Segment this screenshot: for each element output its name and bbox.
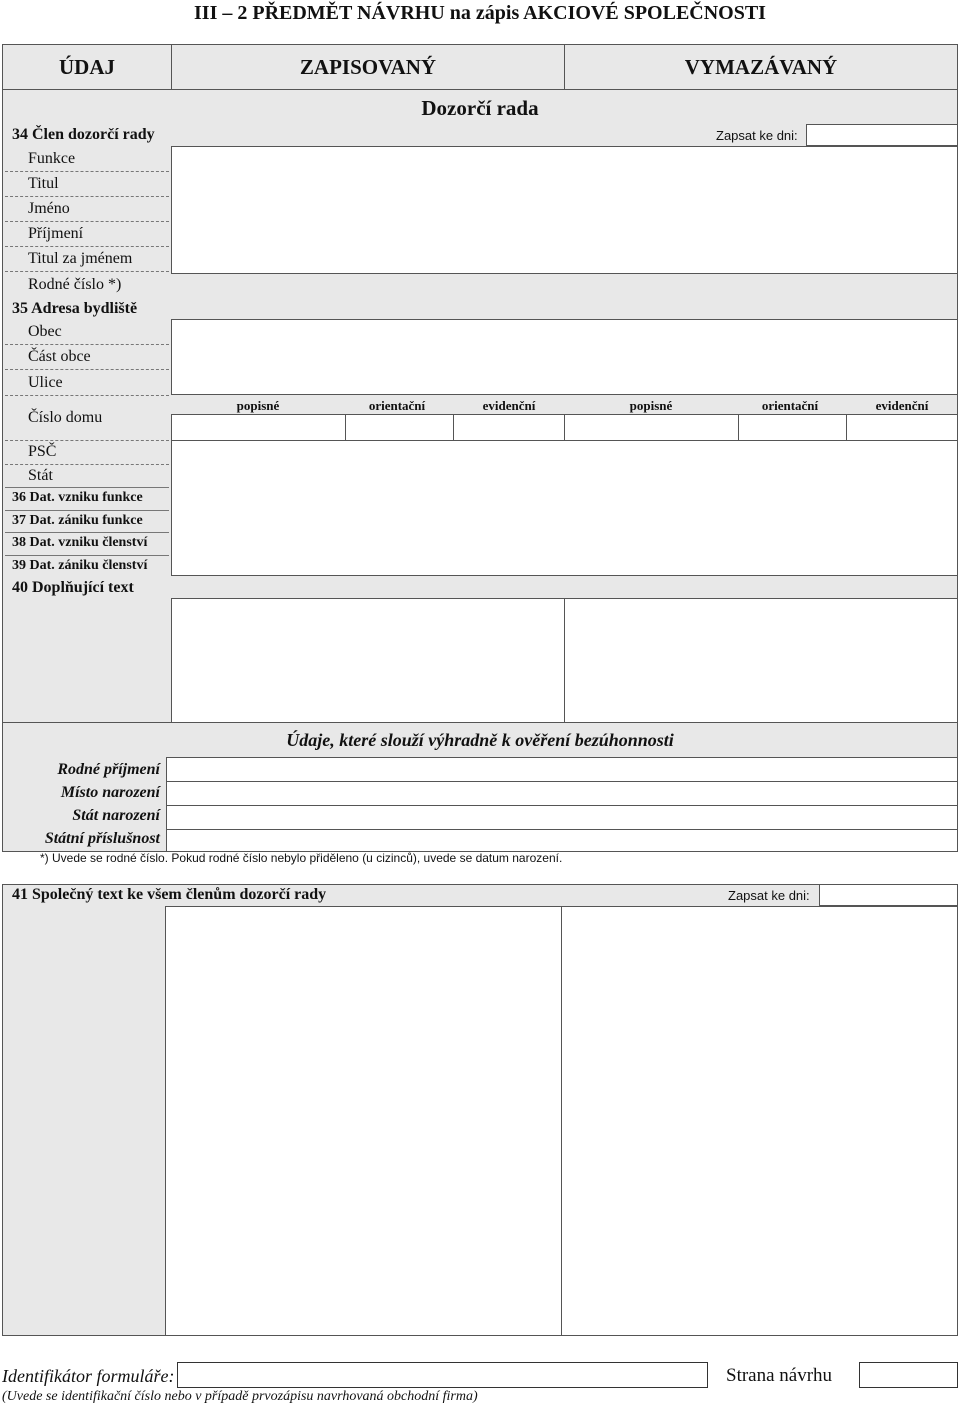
field-funkce: Funkce <box>28 150 76 167</box>
house-evidencni-input[interactable] <box>453 414 565 441</box>
divider <box>5 487 169 488</box>
field-dat-zaniku-clenstvi: 39 Dat. zániku členství <box>12 558 148 573</box>
common-text-input[interactable] <box>165 906 562 1336</box>
field-ulice: Ulice <box>28 374 63 391</box>
house-evidencni-input-2[interactable] <box>846 414 958 441</box>
page-number-input[interactable] <box>859 1362 958 1388</box>
divider <box>5 344 169 345</box>
identifier-label: Identifikátor formuláře: <box>2 1366 175 1386</box>
psc-dates-input[interactable] <box>171 440 958 576</box>
subheader-orientacni: orientační <box>368 398 426 413</box>
subheader-orientacni-2: orientační <box>761 398 819 413</box>
identifier-input[interactable] <box>177 1362 708 1388</box>
divider <box>5 510 169 511</box>
zapsat-ke-dni-label: Zapsat ke dni: <box>716 128 798 143</box>
field-statni-prislusnost: Státní příslušnost <box>44 830 160 847</box>
extra-text-heading: 40 Doplňující text <box>12 579 134 596</box>
column-zapisovany: ZAPISOVANÝ <box>171 44 565 90</box>
address-fields-input[interactable] <box>171 319 958 395</box>
section-title: Dozorčí rada <box>421 95 539 120</box>
house-orientacni-input-2[interactable] <box>738 414 847 441</box>
house-popisne-input[interactable] <box>171 414 346 441</box>
divider <box>5 221 169 222</box>
zapsat-ke-dni-label-2: Zapsat ke dni: <box>728 888 810 903</box>
field-rodne-prijmeni: Rodné příjmení <box>57 761 160 778</box>
field-cislo-domu: Číslo domu <box>28 409 103 426</box>
member-fields-input[interactable] <box>171 146 958 274</box>
divider <box>5 395 169 396</box>
divider <box>5 532 169 533</box>
zapsat-ke-dni-input-2[interactable] <box>819 884 958 906</box>
common-text-heading: 41 Společný text ke všem členům dozorčí rady <box>12 886 327 903</box>
extra-text-input[interactable] <box>171 598 565 723</box>
field-titul-za-jmenem: Titul za jménem <box>28 250 133 267</box>
divider <box>5 369 169 370</box>
column-udaj: ÚDAJ <box>2 44 172 90</box>
field-rodne-cislo: Rodné číslo *) <box>28 276 122 293</box>
field-dat-zaniku-funkce: 37 Dat. zániku funkce <box>12 513 143 528</box>
subheader-popisne: popisné <box>236 398 280 413</box>
footnote: *) Uvede se rodné číslo. Pokud rodné číslo nebylo přiděleno (u cizinců), uvede se datum narození. <box>40 851 563 865</box>
divider <box>5 271 169 272</box>
zapsat-ke-dni-input[interactable] <box>806 124 958 146</box>
integrity-heading: Údaje, které slouží výhradně k ověření bezúhonnosti <box>286 730 674 750</box>
divider <box>5 246 169 247</box>
field-misto-narozeni: Místo narození <box>60 784 160 801</box>
divider <box>5 196 169 197</box>
common-text-input-2[interactable] <box>561 906 958 1336</box>
member-heading: 34 Člen dozorčí rady <box>12 126 155 143</box>
divider <box>5 464 169 465</box>
field-jmeno: Jméno <box>28 200 70 217</box>
field-stat-narozeni: Stát narození <box>72 807 160 824</box>
subheader-evidencni: evidenční <box>482 398 536 413</box>
identifier-note: (Uvede se identifikační číslo nebo v případě prvozápisu navrhovaná obchodní firma) <box>2 1389 478 1404</box>
subheader-popisne-2: popisné <box>629 398 673 413</box>
divider <box>5 555 169 556</box>
extra-text-input-2[interactable] <box>564 598 958 723</box>
field-dat-vzniku-funkce: 36 Dat. vzniku funkce <box>12 490 143 505</box>
statni-prislusnost-input[interactable] <box>166 829 958 852</box>
house-popisne-input-2[interactable] <box>564 414 739 441</box>
field-obec: Obec <box>28 323 62 340</box>
field-cast-obce: Část obce <box>28 348 91 365</box>
field-prijmeni: Příjmení <box>28 225 84 242</box>
rodne-prijmeni-input[interactable] <box>166 757 958 782</box>
column-vymazavany: VYMAZÁVANÝ <box>564 44 958 90</box>
field-titul: Titul <box>28 175 59 192</box>
field-dat-vzniku-clenstvi: 38 Dat. vzniku členství <box>12 535 148 550</box>
divider <box>5 440 169 441</box>
address-heading: 35 Adresa bydliště <box>12 300 138 317</box>
form-title: III – 2 PŘEDMĚT NÁVRHU na zápis AKCIOVÉ SPOLEČNOSTI <box>194 2 766 24</box>
misto-narozeni-input[interactable] <box>166 781 958 806</box>
divider <box>5 171 169 172</box>
subheader-evidencni-2: evidenční <box>875 398 929 413</box>
stat-narozeni-input[interactable] <box>166 805 958 830</box>
page-label: Strana návrhu <box>726 1365 833 1386</box>
field-psc: PSČ <box>28 443 57 460</box>
field-stat: Stát <box>28 467 53 484</box>
house-orientacni-input[interactable] <box>345 414 454 441</box>
